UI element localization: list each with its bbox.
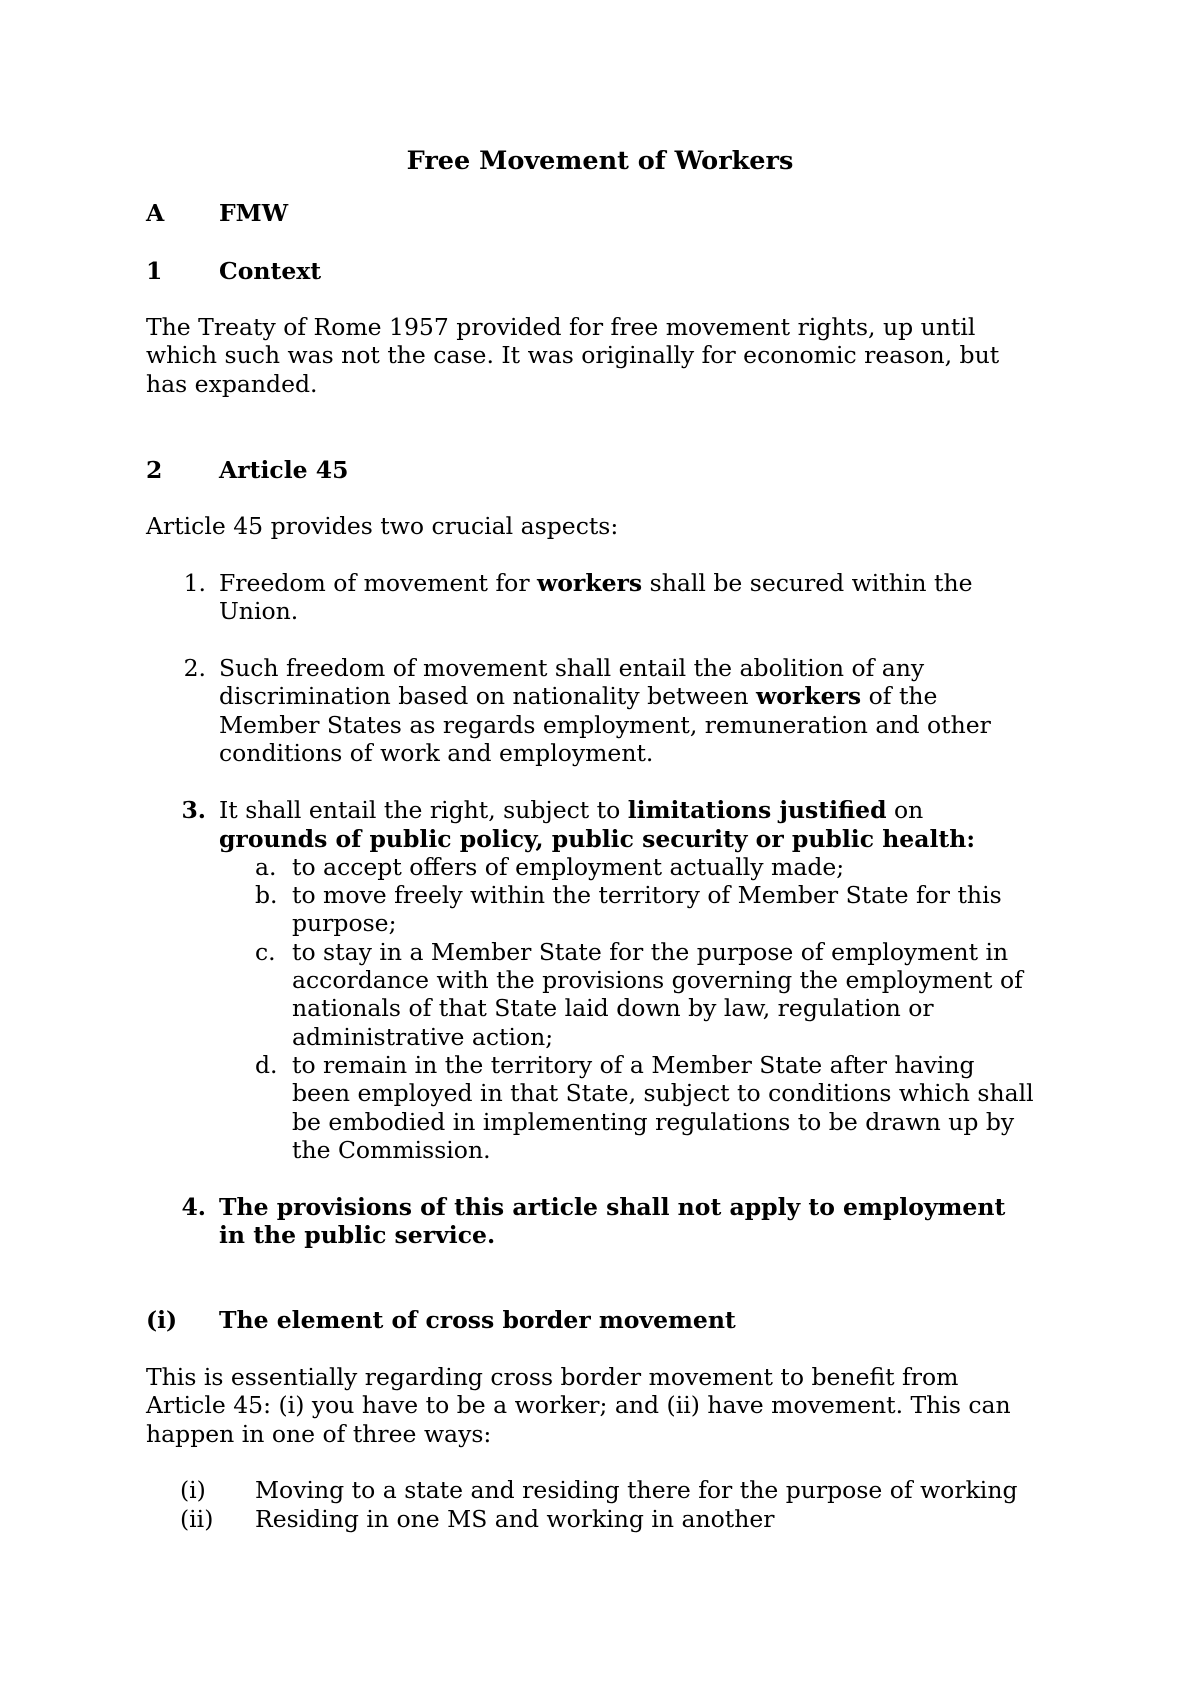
section-i-marker: (i): [146, 1306, 178, 1334]
section-a-heading: FMW: [219, 199, 289, 227]
section-a-marker: A: [146, 199, 165, 227]
sub-item-letter: a.: [255, 853, 277, 881]
section-2-marker: 2: [146, 456, 163, 484]
list-item-2-line: Such freedom of movement shall entail the abolition of any: [219, 654, 925, 682]
list-item-2-line: discrimination based on nationality between workers of the: [219, 682, 938, 710]
sub-item-line: administrative action;: [292, 1023, 554, 1051]
way-text: Residing in one MS and working in another: [255, 1505, 775, 1533]
section-2-heading: Article 45: [219, 456, 349, 484]
sub-item-line: purpose;: [292, 909, 397, 937]
cross-border-paragraph-line: Article 45: (i) you have to be a worker; and (ii) have movement. This can: [146, 1391, 1011, 1419]
way-marker: (i): [180, 1476, 206, 1504]
list-item-number: 1.: [183, 569, 206, 597]
sub-item-line: accordance with the provisions governing the employment of: [292, 966, 1023, 994]
sub-item-line: the Commission.: [292, 1136, 491, 1164]
list-item-4-line: in the public service.: [219, 1221, 496, 1249]
sub-item-line: be embodied in implementing regulations to be drawn up by: [292, 1108, 1015, 1136]
list-item-number: 3.: [181, 796, 206, 824]
context-paragraph-line: which such was not the case. It was originally for economic reason, but: [146, 341, 1000, 369]
document-title: Free Movement of Workers: [406, 146, 794, 176]
way-marker: (ii): [180, 1505, 214, 1533]
section-1-marker: 1: [146, 257, 163, 285]
section-1-heading: Context: [219, 257, 322, 285]
sub-item-line: nationals of that State laid down by law, regulation or: [292, 994, 934, 1022]
sub-item-letter: b.: [255, 881, 278, 909]
context-paragraph-line: has expanded.: [146, 370, 318, 398]
list-item-1-line: Freedom of movement for workers shall be secured within the: [219, 569, 973, 597]
sub-item-letter: d.: [255, 1051, 278, 1079]
sub-item-line: been employed in that State, subject to conditions which shall: [292, 1079, 1034, 1107]
cross-border-paragraph-line: This is essentially regarding cross border movement to benefit from: [146, 1363, 959, 1391]
list-item-2-line: conditions of work and employment.: [219, 739, 654, 767]
article-45-intro: Article 45 provides two crucial aspects:: [146, 512, 619, 540]
list-item-3-line: grounds of public policy, public security or public health:: [219, 825, 976, 853]
list-item-3-line: It shall entail the right, subject to limitations justified on: [219, 796, 924, 824]
sub-item-letter: c.: [255, 938, 276, 966]
sub-item-line: to remain in the territory of a Member State after having: [292, 1051, 975, 1079]
list-item-number: 4.: [181, 1193, 206, 1221]
way-text: Moving to a state and residing there for the purpose of working: [255, 1476, 1018, 1504]
sub-item-line: to move freely within the territory of Member State for this: [292, 881, 1002, 909]
section-i-heading: The element of cross border movement: [219, 1306, 736, 1334]
cross-border-paragraph-line: happen in one of three ways:: [146, 1420, 492, 1448]
list-item-4-line: The provisions of this article shall not apply to employment: [219, 1193, 1006, 1221]
list-item-2-line: Member States as regards employment, remuneration and other: [219, 711, 991, 739]
sub-item-line: to accept offers of employment actually made;: [292, 853, 845, 881]
sub-item-line: to stay in a Member State for the purpose of employment in: [292, 938, 1009, 966]
list-item-number: 2.: [183, 654, 206, 682]
context-paragraph-line: The Treaty of Rome 1957 provided for free movement rights, up until: [146, 313, 976, 341]
list-item-1-line: Union.: [219, 597, 299, 625]
